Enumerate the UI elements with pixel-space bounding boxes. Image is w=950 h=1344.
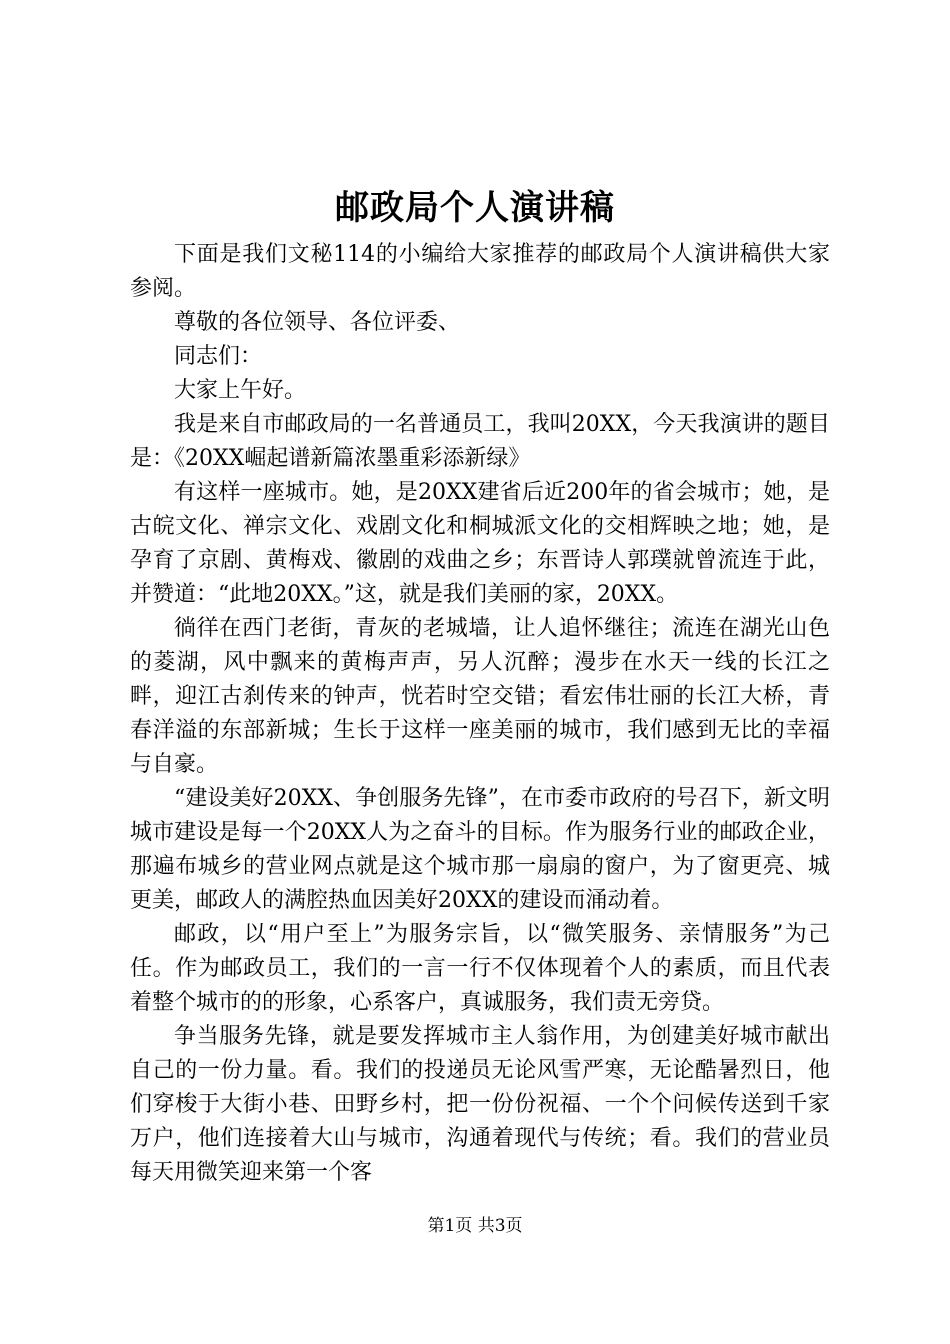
paragraph-greeting: 大家上午好。 [174, 378, 307, 403]
page-number-footer: 第1页 共3页 [427, 1216, 523, 1236]
paragraph-construction: “建设美好20XX、争创服务先锋”，在市委市政府的号召下，新文明城市建设是每一个20XX人为之奋斗的目标。作为服务行业的邮政企业，那遍布城乡的营业网点就是这个城市那一扇扇的窗户，为了窗更亮、城更美，邮政人的满腔热血因美好20XX的建设而涌动着。 [130, 786, 830, 913]
paragraph-self-intro: 我是来自市邮政局的一名普通员工，我叫20XX，今天我演讲的题目是：《20XX崛起谱新篇浓墨重彩添新绿》 [130, 412, 830, 471]
paragraph-salutation: 尊敬的各位领导、各位评委、 [174, 310, 461, 335]
paragraph-city: 有这样一座城市。她，是20XX建省后近200年的省会城市；她，是古皖文化、禅宗文化、戏剧文化和桐城派文化的交相辉映之地；她，是孕育了京剧、黄梅戏、徽剧的戏曲之乡；东晋诗人郭璞就曾流连于此，并赞道：“此地20XX。”这，就是我们美丽的家，20XX。 [130, 480, 830, 607]
paragraph-service: 邮政，以“用户至上”为服务宗旨，以“微笑服务、亲情服务”为己任。作为邮政员工，我们的一言一行不仅体现着个人的素质，而且代表着整个城市的的形象，心系客户，真诚服务，我们责无旁贷。 [130, 922, 830, 1015]
document-body [130, 238, 830, 1190]
paragraph-scenery: 徜徉在西门老街，青灰的老城墙，让人追怀继往；流连在湖光山色的菱湖，风中飘来的黄梅声声，另人沉醉；漫步在水天一线的长江之畔，迎江古刹传来的钟声，恍若时空交错；看宏伟壮丽的长江大桥，青春洋溢的东部新城；生长于这样一座美丽的城市，我们感到无比的幸福与自豪。 [130, 616, 830, 777]
paragraph-comrades: 同志们： [174, 344, 263, 369]
document-title: 邮政局个人演讲稿 [335, 188, 615, 228]
paragraph-intro: 下面是我们文秘114的小编给大家推荐的邮政局个人演讲稿供大家参阅。 [130, 242, 830, 301]
paragraph-pioneer: 争当服务先锋，就是要发挥城市主人翁作用，为创建美好城市献出自己的一份力量。看。我们的投递员无论风雪严寒，无论酷暑烈日，他们穿梭于大街小巷、田野乡村，把一份份祝福、一个个问候传送到千家万户，他们连接着大山与城市，沟通着现代与传统；看。我们的营业员每天用微笑迎来第一个客 [130, 1024, 830, 1185]
